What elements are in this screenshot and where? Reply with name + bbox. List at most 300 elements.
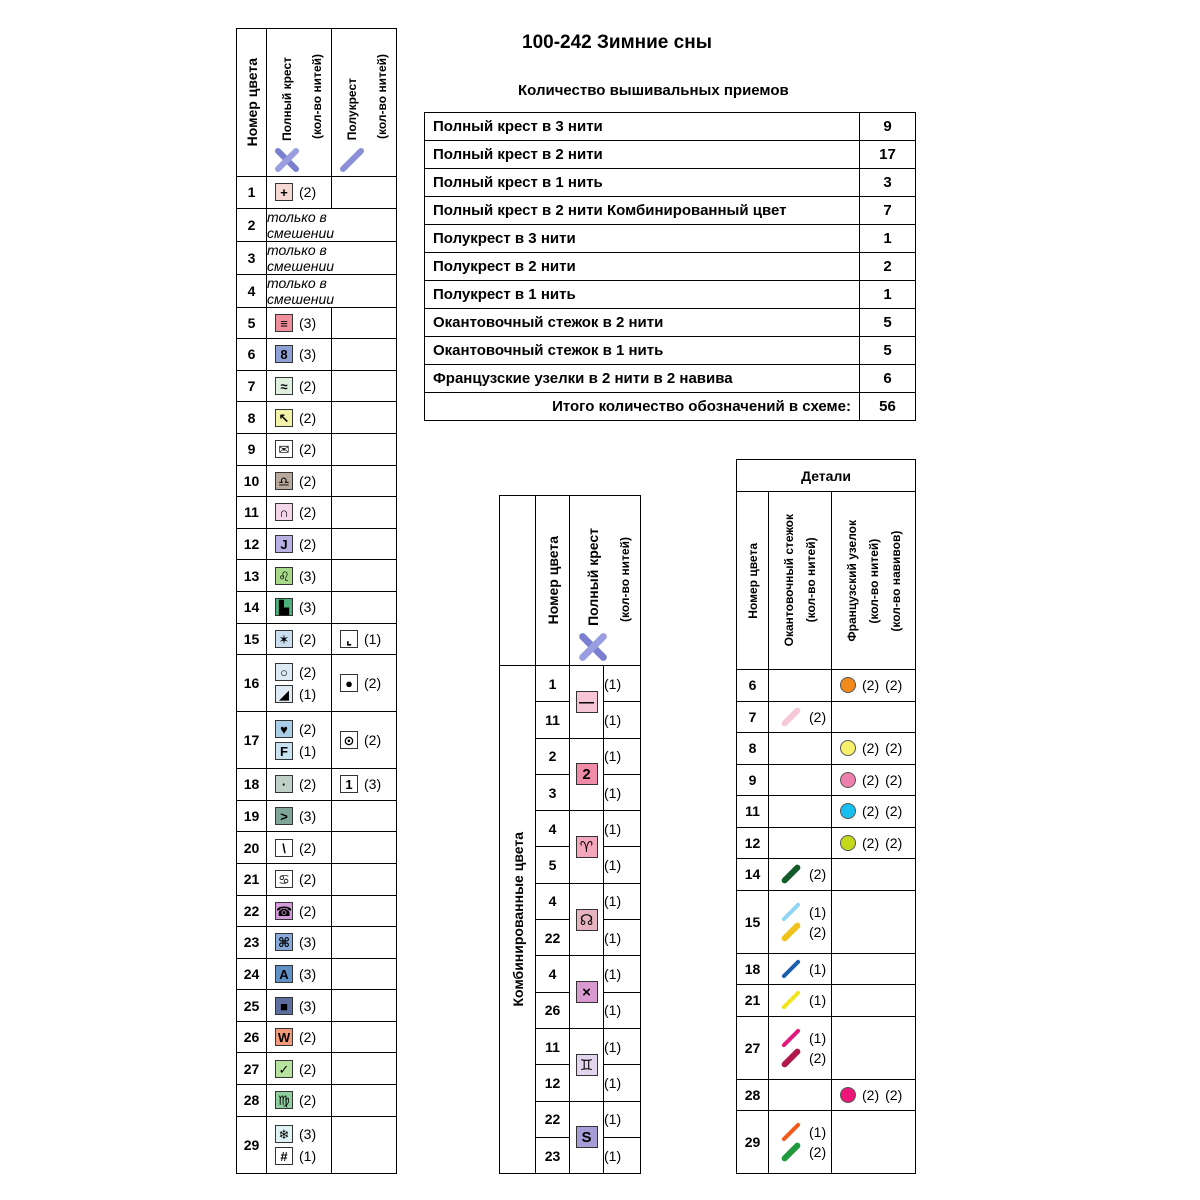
summary-label: Полукрест в 1 нить bbox=[425, 281, 860, 309]
half-cross-cell bbox=[332, 655, 397, 712]
thread-count: (1) bbox=[809, 960, 827, 977]
details-row bbox=[737, 764, 916, 796]
color-number: 11 bbox=[237, 497, 267, 529]
summary-value: 17 bbox=[860, 141, 916, 169]
combined-color-number: 26 bbox=[536, 992, 570, 1028]
thread-count: (1) bbox=[604, 738, 641, 774]
wrap-count: (2) bbox=[885, 771, 903, 788]
color-row bbox=[237, 1021, 397, 1053]
thread-count: (2) bbox=[862, 803, 880, 820]
header-half-cross: Полукрест (кол-во нитей) bbox=[332, 29, 397, 177]
thread-count: (2) bbox=[299, 839, 317, 856]
details-row bbox=[737, 985, 916, 1017]
stitch-symbol: ⌘ bbox=[275, 933, 293, 951]
color-row bbox=[237, 402, 397, 434]
backstitch-cell bbox=[769, 859, 832, 891]
color-row bbox=[237, 528, 397, 560]
thread-count: (2) bbox=[862, 677, 880, 694]
color-row bbox=[237, 465, 397, 497]
backstitch-cell bbox=[769, 827, 832, 859]
stitch-symbol: ✓ bbox=[275, 1060, 293, 1078]
half-cross-cell bbox=[332, 370, 397, 402]
full-cross-cell bbox=[267, 1116, 332, 1173]
summary-row bbox=[425, 141, 916, 169]
thread-count: (2) bbox=[299, 472, 317, 489]
wrap-count: (2) bbox=[885, 803, 903, 820]
combined-color-number: 4 bbox=[536, 811, 570, 847]
full-cross-icon bbox=[274, 147, 300, 173]
french-knot-icon bbox=[840, 677, 856, 693]
thread-count: (2) bbox=[862, 1086, 880, 1103]
color-row bbox=[237, 623, 397, 655]
color-number: 4 bbox=[237, 274, 267, 307]
color-number: 10 bbox=[237, 465, 267, 497]
color-row bbox=[237, 958, 397, 990]
french-knot-cell bbox=[832, 701, 916, 733]
thread-count: (1) bbox=[604, 920, 641, 956]
thread-count: (2) bbox=[364, 675, 382, 692]
color-row bbox=[237, 895, 397, 927]
color-number: 18 bbox=[237, 769, 267, 801]
stitch-symbol: ● bbox=[340, 674, 358, 692]
backstitch-cell bbox=[769, 953, 832, 985]
thread-count: (2) bbox=[299, 630, 317, 647]
summary-label: Полный крест в 3 нити bbox=[425, 113, 860, 141]
header-full-cross: Полный крест (кол-во нитей) bbox=[267, 29, 332, 177]
stitch-symbol: ○ bbox=[275, 663, 293, 681]
stitch-symbol: 8 bbox=[275, 345, 293, 363]
combined-color-number: 2 bbox=[536, 738, 570, 774]
backstitch-line-icon bbox=[781, 959, 801, 979]
half-cross-cell bbox=[332, 1053, 397, 1085]
half-cross-cell bbox=[332, 832, 397, 864]
color-row bbox=[237, 800, 397, 832]
thread-count: (3) bbox=[299, 346, 317, 363]
french-knot-cell bbox=[832, 859, 916, 891]
color-number: 20 bbox=[237, 832, 267, 864]
color-number: 19 bbox=[237, 800, 267, 832]
full-cross-cell bbox=[267, 655, 332, 712]
thread-count: (3) bbox=[299, 997, 317, 1014]
color-row bbox=[237, 208, 397, 241]
color-legend-table bbox=[236, 28, 397, 1174]
full-cross-cell bbox=[267, 1053, 332, 1085]
combined-color-number: 3 bbox=[536, 774, 570, 810]
stitch-symbol: \ bbox=[275, 839, 293, 857]
backstitch-line-icon bbox=[780, 1141, 801, 1162]
full-cross-cell bbox=[267, 623, 332, 655]
combined-symbol-cell bbox=[570, 738, 604, 811]
color-number: 17 bbox=[237, 712, 267, 769]
backstitch-line-icon bbox=[781, 1028, 801, 1048]
details-color-number: 8 bbox=[737, 733, 769, 765]
thread-count: (2) bbox=[809, 1144, 827, 1160]
combined-color-number: 12 bbox=[536, 1065, 570, 1101]
summary-row bbox=[425, 365, 916, 393]
full-cross-cell bbox=[267, 433, 332, 465]
stitch-symbol: ✶ bbox=[275, 630, 293, 648]
french-knot-cell bbox=[832, 1111, 916, 1174]
half-cross-cell bbox=[332, 560, 397, 592]
color-row bbox=[237, 769, 397, 801]
stitch-symbol: ▙ bbox=[275, 598, 293, 616]
full-cross-cell bbox=[267, 465, 332, 497]
thread-count: (3) bbox=[299, 314, 317, 331]
color-number: 23 bbox=[237, 927, 267, 959]
combined-color-number: 4 bbox=[536, 956, 570, 992]
half-cross-cell bbox=[332, 990, 397, 1022]
details-color-number: 12 bbox=[737, 827, 769, 859]
backstitch-cell bbox=[769, 890, 832, 953]
thread-count: (3) bbox=[299, 599, 317, 616]
combined-stitch-symbol: ♈ bbox=[576, 836, 598, 858]
summary-row bbox=[425, 337, 916, 365]
french-knot-icon bbox=[840, 740, 856, 756]
thread-count: (2) bbox=[299, 378, 317, 395]
combined-header-full-cross: Полный крест (кол-во нитей) bbox=[570, 496, 641, 666]
summary-label: Полный крест в 2 нити bbox=[425, 141, 860, 169]
thread-count: (2) bbox=[299, 776, 317, 793]
combined-color-number: 4 bbox=[536, 883, 570, 919]
full-cross-cell bbox=[267, 769, 332, 801]
french-knot-cell bbox=[832, 985, 916, 1017]
backstitch-cell bbox=[769, 1079, 832, 1111]
details-row bbox=[737, 1111, 916, 1174]
stitch-symbol: F bbox=[275, 742, 293, 760]
stitch-symbol: · bbox=[275, 775, 293, 793]
color-row bbox=[237, 307, 397, 339]
color-number: 5 bbox=[237, 307, 267, 339]
color-number: 29 bbox=[237, 1116, 267, 1173]
summary-label: Полный крест в 1 нить bbox=[425, 169, 860, 197]
thread-count: (2) bbox=[299, 409, 317, 426]
half-cross-icon bbox=[339, 147, 365, 173]
french-knot-cell bbox=[832, 890, 916, 953]
combined-colors-table bbox=[499, 495, 641, 1174]
wrap-count: (2) bbox=[885, 1086, 903, 1103]
half-cross-cell bbox=[332, 1021, 397, 1053]
color-row bbox=[237, 1116, 397, 1173]
thread-count: (1) bbox=[604, 774, 641, 810]
french-knot-cell bbox=[832, 1016, 916, 1079]
backstitch-cell bbox=[769, 733, 832, 765]
thread-count: (1) bbox=[604, 811, 641, 847]
combined-side-label-top bbox=[500, 496, 536, 666]
summary-row bbox=[425, 169, 916, 197]
combined-stitch-symbol: S bbox=[576, 1126, 598, 1148]
full-cross-cell bbox=[267, 927, 332, 959]
details-row bbox=[737, 733, 916, 765]
backstitch-cell bbox=[769, 670, 832, 702]
full-cross-cell bbox=[267, 497, 332, 529]
wrap-count: (2) bbox=[885, 677, 903, 694]
half-cross-cell bbox=[332, 712, 397, 769]
thread-count: (1) bbox=[809, 992, 827, 1009]
details-row bbox=[737, 953, 916, 985]
french-knot-cell bbox=[832, 796, 916, 828]
color-row bbox=[237, 712, 397, 769]
details-row bbox=[737, 1079, 916, 1111]
thread-count: (2) bbox=[364, 732, 382, 749]
thread-count: (1) bbox=[604, 702, 641, 738]
summary-value: 5 bbox=[860, 337, 916, 365]
french-knot-cell bbox=[832, 733, 916, 765]
thread-count: (2) bbox=[862, 834, 880, 851]
half-cross-cell bbox=[332, 528, 397, 560]
color-number: 1 bbox=[237, 177, 267, 209]
full-cross-cell bbox=[267, 528, 332, 560]
thread-count: (2) bbox=[862, 771, 880, 788]
stitch-symbol: ✉ bbox=[275, 440, 293, 458]
full-cross-cell bbox=[267, 895, 332, 927]
thread-count: (1) bbox=[809, 1029, 827, 1046]
backstitch-cell bbox=[769, 701, 832, 733]
color-row bbox=[237, 274, 397, 307]
full-cross-cell bbox=[267, 307, 332, 339]
stitch-symbol: > bbox=[275, 807, 293, 825]
half-cross-cell bbox=[332, 1116, 397, 1173]
color-number: 25 bbox=[237, 990, 267, 1022]
half-cross-cell bbox=[332, 339, 397, 371]
summary-value: 5 bbox=[860, 309, 916, 337]
summary-label: Французские узелки в 2 нити в 2 навива bbox=[425, 365, 860, 393]
color-number: 26 bbox=[237, 1021, 267, 1053]
color-number: 6 bbox=[237, 339, 267, 371]
thread-count: (2) bbox=[809, 1049, 827, 1066]
thread-count: (3) bbox=[299, 934, 317, 951]
summary-row bbox=[425, 309, 916, 337]
color-number: 13 bbox=[237, 560, 267, 592]
combined-symbol-cell bbox=[570, 883, 604, 956]
details-color-number: 11 bbox=[737, 796, 769, 828]
details-row bbox=[737, 827, 916, 859]
details-table bbox=[736, 459, 916, 1174]
combined-color-number: 11 bbox=[536, 702, 570, 738]
combined-stitch-symbol: ♊ bbox=[576, 1054, 598, 1076]
backstitch-cell bbox=[769, 1016, 832, 1079]
summary-value: 9 bbox=[860, 113, 916, 141]
color-number: 14 bbox=[237, 591, 267, 623]
combined-color-number: 22 bbox=[536, 920, 570, 956]
color-number: 27 bbox=[237, 1053, 267, 1085]
thread-count: (2) bbox=[299, 441, 317, 458]
color-number: 7 bbox=[237, 370, 267, 402]
french-knot-icon bbox=[840, 803, 856, 819]
details-row bbox=[737, 796, 916, 828]
summary-label: Полукрест в 2 нити bbox=[425, 253, 860, 281]
half-cross-cell bbox=[332, 177, 397, 209]
details-row bbox=[737, 859, 916, 891]
backstitch-line-icon bbox=[780, 921, 801, 942]
color-number: 24 bbox=[237, 958, 267, 990]
thread-count: (2) bbox=[299, 504, 317, 521]
details-header-number: Номер цвета bbox=[737, 492, 769, 670]
color-number: 21 bbox=[237, 863, 267, 895]
summary-value: 3 bbox=[860, 169, 916, 197]
full-cross-cell bbox=[267, 560, 332, 592]
summary-label: Окантовочный стежок в 1 нить bbox=[425, 337, 860, 365]
thread-count: (3) bbox=[299, 965, 317, 982]
half-cross-cell bbox=[332, 307, 397, 339]
stitch-symbol: ☎ bbox=[276, 903, 293, 919]
backstitch-cell bbox=[769, 764, 832, 796]
french-knot-cell bbox=[832, 827, 916, 859]
backstitch-cell bbox=[769, 985, 832, 1017]
thread-count: (1) bbox=[299, 686, 317, 703]
thread-count: (2) bbox=[299, 184, 317, 201]
mix-only-note: только в смешении bbox=[267, 274, 397, 307]
summary-value: 6 bbox=[860, 365, 916, 393]
details-color-number: 14 bbox=[737, 859, 769, 891]
thread-count: (1) bbox=[604, 666, 641, 702]
summary-value: 7 bbox=[860, 197, 916, 225]
summary-total-label: Итого количество обозначений в схеме: bbox=[425, 393, 860, 421]
color-number: 12 bbox=[237, 528, 267, 560]
color-number: 16 bbox=[237, 655, 267, 712]
full-cross-cell bbox=[267, 712, 332, 769]
details-row bbox=[737, 670, 916, 702]
thread-count: (1) bbox=[809, 1124, 827, 1140]
full-cross-cell bbox=[267, 1085, 332, 1117]
details-row bbox=[737, 890, 916, 953]
details-header-backstitch: Окантовочный стежок (кол-во нитей) bbox=[769, 492, 832, 670]
wrap-count: (2) bbox=[885, 834, 903, 851]
thread-count: (1) bbox=[604, 1065, 641, 1101]
color-number: 28 bbox=[237, 1085, 267, 1117]
color-row bbox=[237, 370, 397, 402]
combined-symbol-cell bbox=[570, 666, 604, 739]
stitch-symbol: J bbox=[275, 535, 293, 553]
full-cross-cell bbox=[267, 339, 332, 371]
summary-label: Полный крест в 2 нити Комбинированный цвет bbox=[425, 197, 860, 225]
half-cross-cell bbox=[332, 1085, 397, 1117]
stitch-symbol: W bbox=[275, 1028, 293, 1046]
thread-count: (2) bbox=[299, 1060, 317, 1077]
stitch-symbol: ≡ bbox=[275, 314, 293, 332]
stitch-symbol: ❄ bbox=[275, 1125, 293, 1143]
color-row bbox=[237, 1085, 397, 1117]
thread-count: (1) bbox=[364, 630, 382, 647]
thread-count: (2) bbox=[299, 902, 317, 919]
thread-count: (1) bbox=[299, 1147, 317, 1164]
details-color-number: 28 bbox=[737, 1079, 769, 1111]
thread-count: (3) bbox=[299, 1125, 317, 1142]
color-row bbox=[237, 591, 397, 623]
combined-stitch-symbol: 2 bbox=[576, 763, 598, 785]
thread-count: (1) bbox=[604, 883, 641, 919]
half-cross-cell bbox=[332, 800, 397, 832]
half-cross-cell bbox=[332, 402, 397, 434]
thread-count: (1) bbox=[604, 1101, 641, 1137]
summary-label: Полукрест в 3 нити bbox=[425, 225, 860, 253]
details-color-number: 15 bbox=[737, 890, 769, 953]
full-cross-cell bbox=[267, 402, 332, 434]
summary-table bbox=[424, 112, 916, 421]
color-row bbox=[237, 655, 397, 712]
stitch-symbol: ♍ bbox=[275, 1091, 293, 1109]
details-color-number: 9 bbox=[737, 764, 769, 796]
combined-color-number: 23 bbox=[536, 1137, 570, 1173]
backstitch-cell bbox=[769, 1111, 832, 1174]
french-knot-cell bbox=[832, 764, 916, 796]
stitch-symbol: ↖ bbox=[275, 409, 293, 427]
summary-row bbox=[425, 253, 916, 281]
details-title: Детали bbox=[737, 460, 916, 492]
combined-symbol-cell bbox=[570, 1028, 604, 1101]
half-cross-cell bbox=[332, 769, 397, 801]
backstitch-line-icon bbox=[780, 706, 801, 727]
thread-count: (1) bbox=[604, 1028, 641, 1064]
thread-count: (3) bbox=[299, 567, 317, 584]
stitch-symbol: ♌ bbox=[275, 567, 293, 585]
backstitch-line-icon bbox=[781, 902, 801, 922]
details-color-number: 29 bbox=[737, 1111, 769, 1174]
thread-count: (1) bbox=[809, 903, 827, 920]
color-number: 15 bbox=[237, 623, 267, 655]
full-cross-cell bbox=[267, 863, 332, 895]
stitch-symbol: ■ bbox=[275, 997, 293, 1015]
stitch-symbol: ♋ bbox=[275, 870, 293, 888]
summary-row bbox=[425, 225, 916, 253]
summary-row bbox=[425, 197, 916, 225]
color-number: 3 bbox=[237, 241, 267, 274]
thread-count: (2) bbox=[862, 740, 880, 757]
backstitch-line-icon bbox=[780, 864, 801, 885]
thread-count: (1) bbox=[604, 992, 641, 1028]
color-number: 8 bbox=[237, 402, 267, 434]
combined-stitch-symbol: — bbox=[576, 691, 598, 713]
thread-count: (3) bbox=[364, 776, 382, 793]
stitch-symbol: ♥ bbox=[275, 720, 293, 738]
page-title: 100-242 Зимние сны bbox=[522, 32, 712, 53]
thread-count: (1) bbox=[604, 847, 641, 883]
combined-stitch-symbol: ☊ bbox=[576, 909, 598, 931]
combined-symbol-cell bbox=[570, 811, 604, 884]
combined-color-number: 5 bbox=[536, 847, 570, 883]
half-cross-cell bbox=[332, 497, 397, 529]
stitch-symbol: + bbox=[275, 183, 293, 201]
summary-value: 1 bbox=[860, 281, 916, 309]
thread-count: (2) bbox=[299, 871, 317, 888]
details-header-french-knot: Французский узелок (кол-во нитей) (кол-во навивов) bbox=[832, 492, 916, 670]
half-cross-cell bbox=[332, 863, 397, 895]
half-cross-cell bbox=[332, 895, 397, 927]
details-color-number: 21 bbox=[737, 985, 769, 1017]
combined-header-number: Номер цвета bbox=[536, 496, 570, 666]
thread-count: (2) bbox=[809, 923, 827, 940]
backstitch-line-icon bbox=[781, 990, 801, 1010]
half-cross-cell bbox=[332, 465, 397, 497]
color-number: 2 bbox=[237, 208, 267, 241]
full-cross-cell bbox=[267, 958, 332, 990]
stitch-symbol: ⊙ bbox=[340, 731, 358, 749]
header-color-number: Номер цвета bbox=[237, 29, 267, 177]
french-knot-icon bbox=[840, 772, 856, 788]
thread-count: (2) bbox=[809, 866, 827, 883]
backstitch-cell bbox=[769, 796, 832, 828]
details-color-number: 7 bbox=[737, 701, 769, 733]
combined-stitch-symbol: × bbox=[576, 981, 598, 1003]
combined-side-label: Комбинированные цвета bbox=[500, 666, 536, 1174]
details-row bbox=[737, 1016, 916, 1079]
french-knot-cell bbox=[832, 1079, 916, 1111]
color-row bbox=[237, 927, 397, 959]
color-row bbox=[237, 990, 397, 1022]
thread-count: (2) bbox=[299, 721, 317, 738]
color-row bbox=[237, 832, 397, 864]
thread-count: (3) bbox=[299, 808, 317, 825]
stitch-symbol: ∩ bbox=[275, 503, 293, 521]
